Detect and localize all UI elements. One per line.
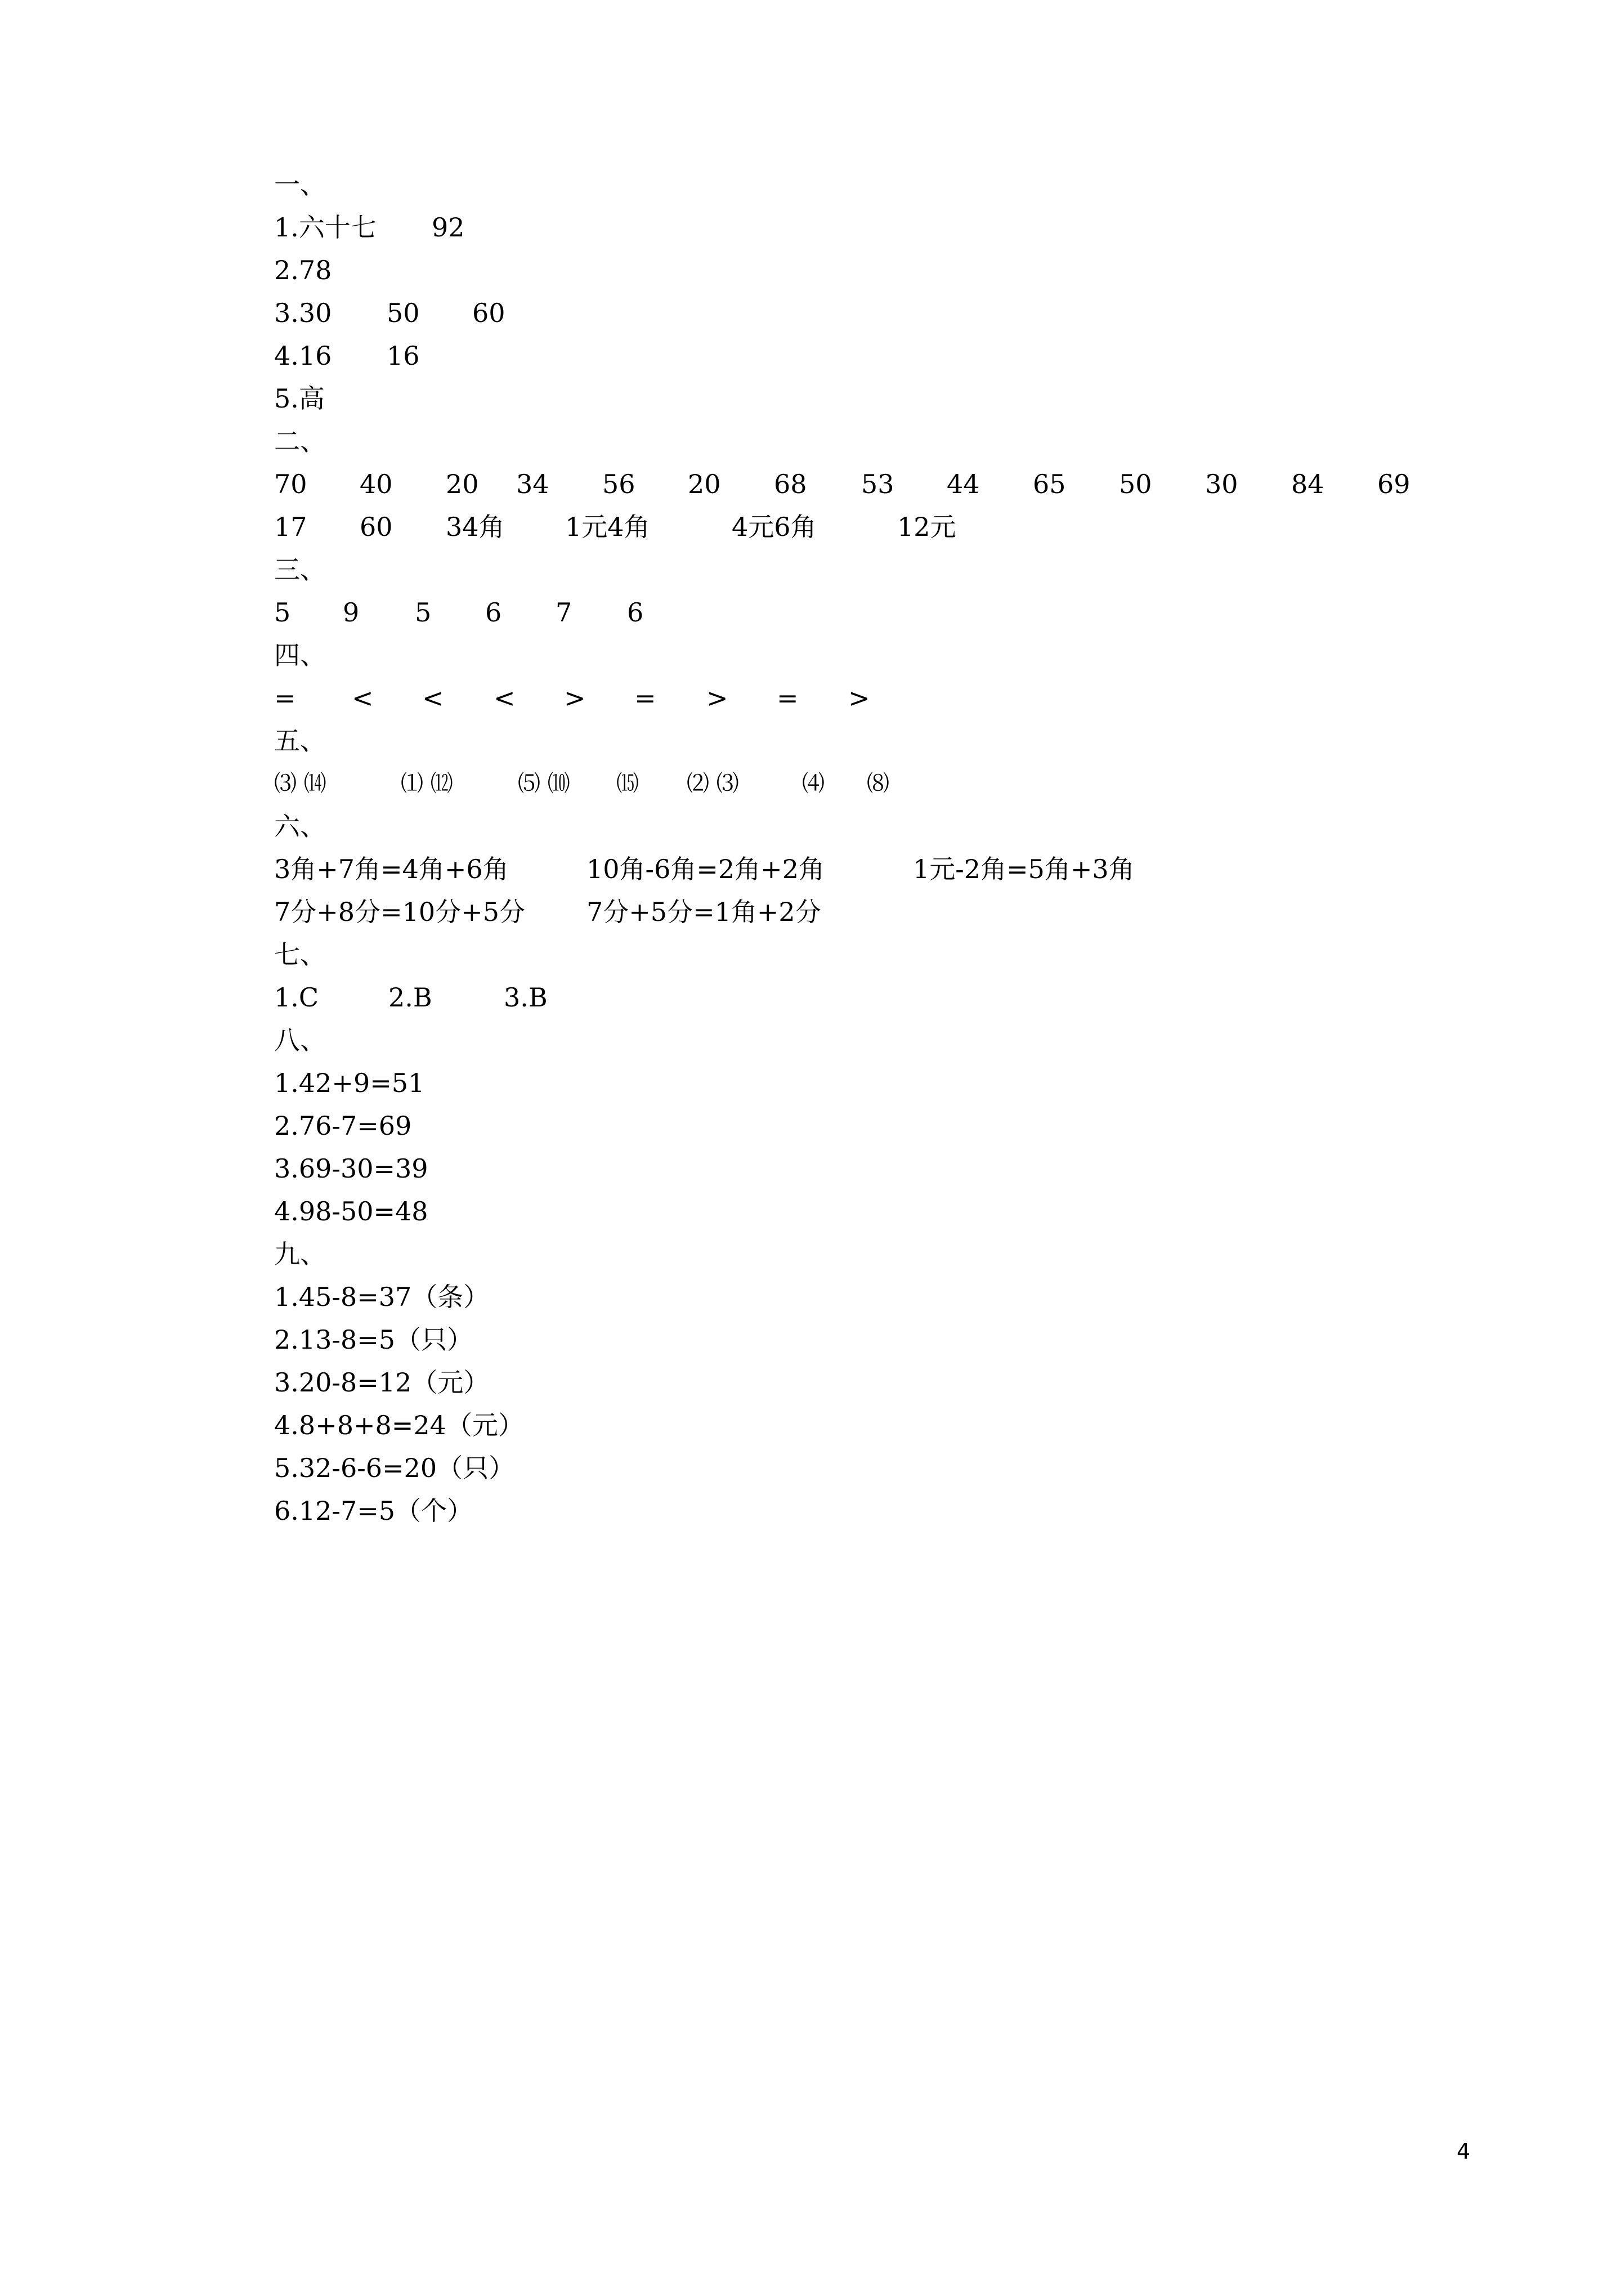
answer-item: = (274, 683, 296, 713)
answer-line: 5.32-6-6=20（只） (274, 1453, 515, 1483)
answer-item: 1元4角 (565, 512, 650, 542)
answer-item: > (848, 683, 870, 713)
answer-item: 5 (415, 597, 432, 628)
answer-item: 12元 (897, 512, 956, 542)
answer-item: < (352, 683, 374, 713)
answer-item: ⑷ (802, 771, 825, 796)
answer-line: 2.78 (274, 255, 332, 285)
answer-item: 7分+5分=1角+2分 (586, 897, 821, 927)
answer-item: > (706, 683, 728, 713)
answer-item: < (494, 683, 516, 713)
answer-line: 3.20-8=12（元） (274, 1367, 490, 1398)
section-7-heading: 七、 (274, 939, 326, 970)
answer-item: 7分+8分=10分+5分 (274, 897, 525, 927)
answer-item: 6 (627, 597, 644, 628)
answer-item: 92 (432, 212, 465, 243)
answer-line: 5.高 (274, 383, 325, 414)
section-9-heading: 九、 (274, 1239, 326, 1269)
section-6-heading: 六、 (274, 811, 326, 842)
section-5-heading: 五、 (274, 726, 326, 756)
answer-line: 6.12-7=5（个） (274, 1496, 473, 1526)
answer-item: 1元-2角=5角+3角 (913, 854, 1135, 884)
answer-item: 5 (274, 597, 291, 628)
answer-item: 10角-6角=2角+2角 (586, 854, 825, 884)
section-2-heading: 二、 (274, 426, 326, 456)
answer-item: 34 (516, 469, 549, 499)
answer-line: 3.69-30=39 (274, 1153, 428, 1184)
answer-item: 3.30 (274, 298, 332, 328)
answer-item: ⑻ (867, 771, 889, 796)
answer-item: 4元6角 (732, 512, 817, 542)
answer-item: 60 (360, 512, 393, 542)
answer-item: 2.B (388, 982, 432, 1013)
answer-item: ⒂ (616, 771, 639, 796)
answer-line: 4.8+8+8=24（元） (274, 1410, 524, 1440)
answer-item: 20 (688, 469, 721, 499)
answer-item: 3角+7角=4角+6角 (274, 854, 509, 884)
answer-item: 3.B (504, 982, 548, 1013)
answer-item: 68 (774, 469, 807, 499)
answer-item: 44 (947, 469, 980, 499)
answer-item: 16 (387, 341, 420, 371)
answer-item: ⑵ ⑶ (687, 771, 739, 796)
answer-item: 65 (1033, 469, 1066, 499)
answer-item: 53 (861, 469, 894, 499)
answer-line: 2.76-7=69 (274, 1111, 412, 1141)
answer-item: 60 (472, 298, 505, 328)
answer-item: 17 (274, 512, 307, 542)
answer-item: 9 (343, 597, 360, 628)
section-1-heading: 一、 (274, 169, 326, 200)
answer-line: 4.98-50=48 (274, 1196, 428, 1227)
answer-item: ⑶ ⒁ (274, 771, 326, 796)
answer-item: 56 (602, 469, 635, 499)
answer-item: ⑴ ⑿ (401, 771, 453, 796)
answer-item: 69 (1377, 469, 1410, 499)
answer-item: 1.C (274, 982, 319, 1013)
answer-item: 50 (1119, 469, 1152, 499)
answer-item: 70 (274, 469, 307, 499)
answer-item: = (777, 683, 799, 713)
page-number: 4 (1457, 2139, 1471, 2164)
answer-line: 2.13-8=5（只） (274, 1324, 473, 1355)
answer-item: 1.六十七 (274, 212, 377, 243)
answer-line: 1.45-8=37（条） (274, 1282, 490, 1312)
answer-item: ⑸ ⑽ (518, 771, 570, 796)
section-3-heading: 三、 (274, 554, 326, 585)
section-8-heading: 八、 (274, 1025, 326, 1055)
answer-item: 50 (387, 298, 420, 328)
answer-item: < (422, 683, 444, 713)
answer-item: 20 (446, 469, 479, 499)
answer-item: 6 (485, 597, 502, 628)
answer-item: 30 (1205, 469, 1238, 499)
answer-line: 1.42+9=51 (274, 1068, 425, 1098)
answer-item: = (634, 683, 656, 713)
section-4-heading: 四、 (274, 640, 326, 670)
answer-item: 40 (360, 469, 393, 499)
answer-item: 84 (1291, 469, 1324, 499)
answer-item: 34角 (446, 512, 505, 542)
answer-item: > (564, 683, 586, 713)
answer-item: 4.16 (274, 341, 332, 371)
answer-item: 7 (556, 597, 572, 628)
